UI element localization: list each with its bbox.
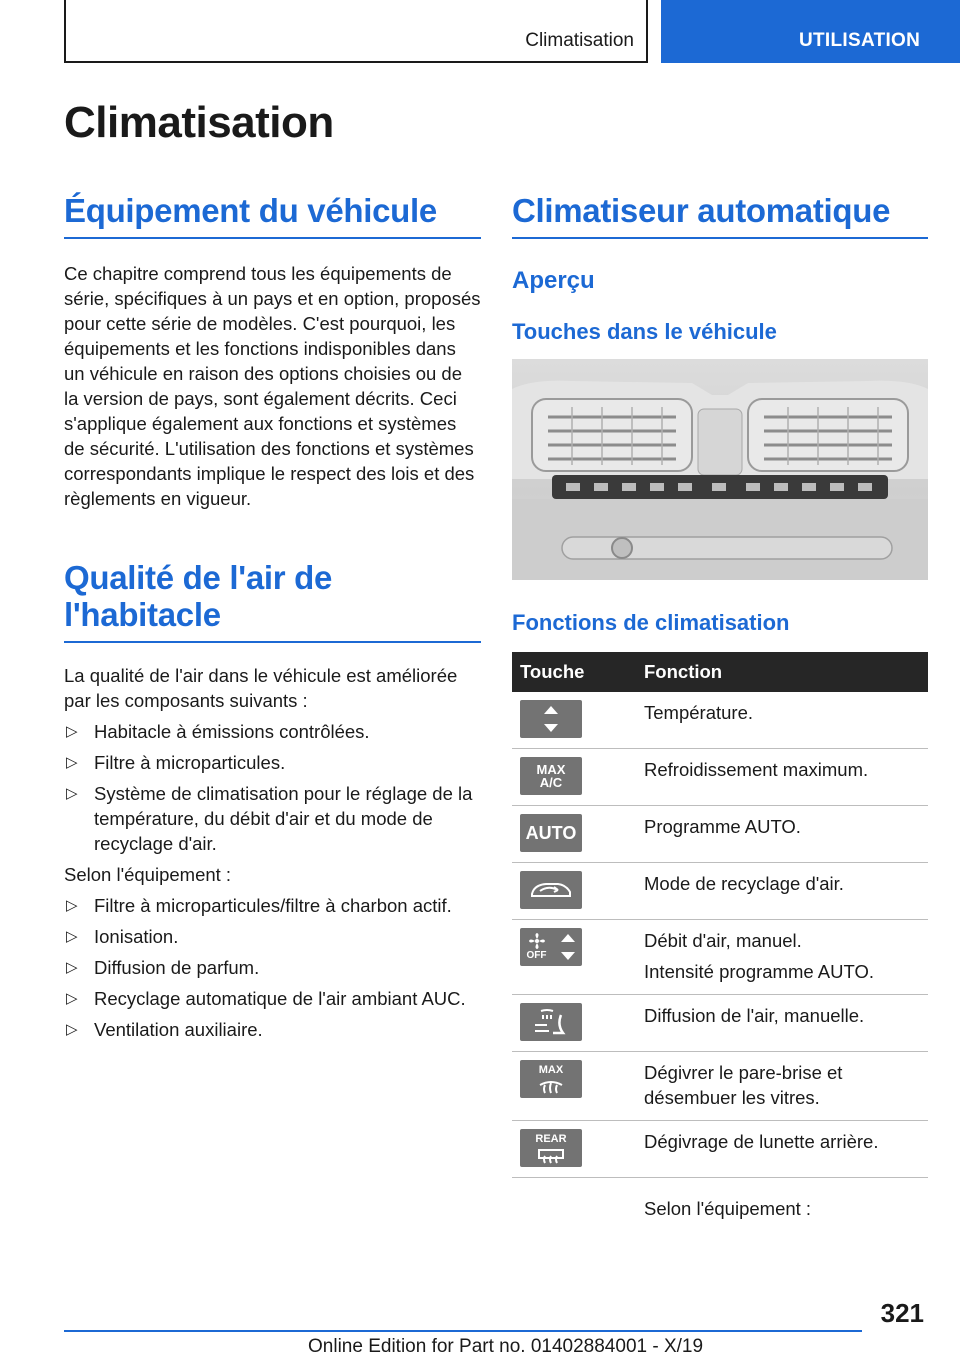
table-row: [512, 995, 928, 1052]
triangle-bullet-icon: ▷: [66, 1021, 78, 1038]
triangle-bullet-icon: ▷: [66, 723, 78, 740]
function-text: Refroidissement maximum.: [632, 749, 928, 806]
triangle-bullet-icon: ▷: [66, 990, 78, 1007]
equip-options-list: [64, 893, 481, 1042]
touches-heading: Touches dans le véhicule: [512, 319, 777, 344]
table-row: [512, 806, 928, 863]
function-text: Débit d'air, manuel. Intensité programme AUTO.: [632, 920, 928, 995]
air-quality-heading-line2: l'habitacle: [64, 596, 221, 633]
left-column: [64, 192, 481, 1042]
functions-table: [512, 652, 928, 1236]
dashboard-illustration: [512, 359, 928, 580]
functions-heading: Fonctions de climatisation: [512, 610, 790, 635]
footer-rule: [64, 1330, 862, 1332]
table-row: [512, 863, 928, 920]
temperature-arrows-icon: [520, 700, 582, 738]
triangle-bullet-icon: ▷: [66, 959, 78, 976]
max-defrost-icon: MAX: [520, 1060, 582, 1098]
triangle-bullet-icon: ▷: [66, 897, 78, 914]
footer-edition: Online Edition for Part no. 01402884001 - X/19: [308, 1336, 704, 1357]
list-item: ▷ Filtre à microparticules/filtre à charbon actif.: [66, 895, 452, 916]
air-distribution-icon: [520, 1003, 582, 1041]
fan-off-icon: OFF: [520, 928, 582, 966]
air-quality-text: La qualité de l'air dans le véhicule est améliorée par les composants suivants :: [64, 665, 458, 711]
list-item: ▷ Diffusion de parfum.: [66, 957, 260, 978]
header-section-title: Climatisation: [525, 30, 634, 51]
function-text: Selon l'équipement :: [644, 1198, 812, 1219]
right-column: [512, 192, 928, 1236]
table-row: [512, 1121, 928, 1178]
list-item: ▷ Système de climatisation pour le réglage de la température, du débit d'air et du mode de recyclage d'air.: [66, 783, 473, 854]
function-text: Programme AUTO.: [632, 806, 928, 863]
page-number: 321: [880, 1298, 924, 1328]
max-ac-icon: MAX A/C: [520, 757, 582, 795]
function-text: Mode de recyclage d'air.: [632, 863, 928, 920]
recirculation-icon: [520, 871, 582, 909]
function-text: Dégivrer le pare-brise et désembuer les vitres.: [632, 1052, 928, 1121]
triangle-bullet-icon: ▷: [66, 928, 78, 945]
table-row: [512, 1178, 928, 1237]
air-quality-list: [64, 719, 481, 856]
table-row: [512, 920, 928, 995]
table-row: [512, 692, 928, 749]
list-item: ▷ Recyclage automatique de l'air ambiant AUC.: [66, 988, 466, 1009]
header-box: [64, 0, 648, 63]
triangle-bullet-icon: ▷: [66, 754, 78, 771]
rear-defrost-icon: REAR: [520, 1129, 582, 1167]
auto-icon: AUTO: [520, 814, 582, 852]
auto-ac-heading: Climatiseur automatique: [512, 192, 928, 239]
list-item: ▷ Ventilation auxiliaire.: [66, 1019, 263, 1040]
climate-panel-photo: [512, 359, 928, 580]
list-item: ▷ Ionisation.: [66, 926, 179, 947]
triangle-bullet-icon: ▷: [66, 785, 78, 802]
air-quality-heading: [64, 559, 481, 643]
function-text: Température.: [632, 692, 928, 749]
equip-note: Selon l'équipement :: [64, 864, 232, 885]
overview-heading: Aperçu: [512, 267, 595, 294]
table-row: [512, 1052, 928, 1121]
air-quality-heading-line1: Qualité de l'air de: [64, 559, 333, 596]
equip-text: Ce chapitre comprend tous les équipements de série, spécifiques à un pays et en option, proposés pour cette série de modèles. C'est pourquoi, les équipements et les fonctions indisponibles dans un véhicule en raison des options choisies ou de la version de pays, sont également décrits. Ceci s'applique également aux fonctions et systèmes de sécurité. L'utilisation des fonctions et systèmes correspondants implique le respect des lois et des règlements en vigueur.: [64, 263, 481, 509]
header-tab-utilisation[interactable]: UTILISATION: [661, 0, 960, 63]
page-title: Climatisation: [64, 98, 334, 147]
function-text: Dégivrage de lunette arrière.: [632, 1121, 928, 1178]
equip-heading: Équipement du véhicule: [64, 192, 481, 239]
list-item: ▷ Filtre à microparticules.: [66, 752, 286, 773]
list-item: ▷ Habitacle à émissions contrôlées.: [66, 721, 370, 742]
function-text: Diffusion de l'air, manuelle.: [632, 995, 928, 1052]
table-header-function: Fonction: [632, 652, 928, 692]
table-header-key: Touche: [512, 652, 632, 692]
table-row: [512, 749, 928, 806]
